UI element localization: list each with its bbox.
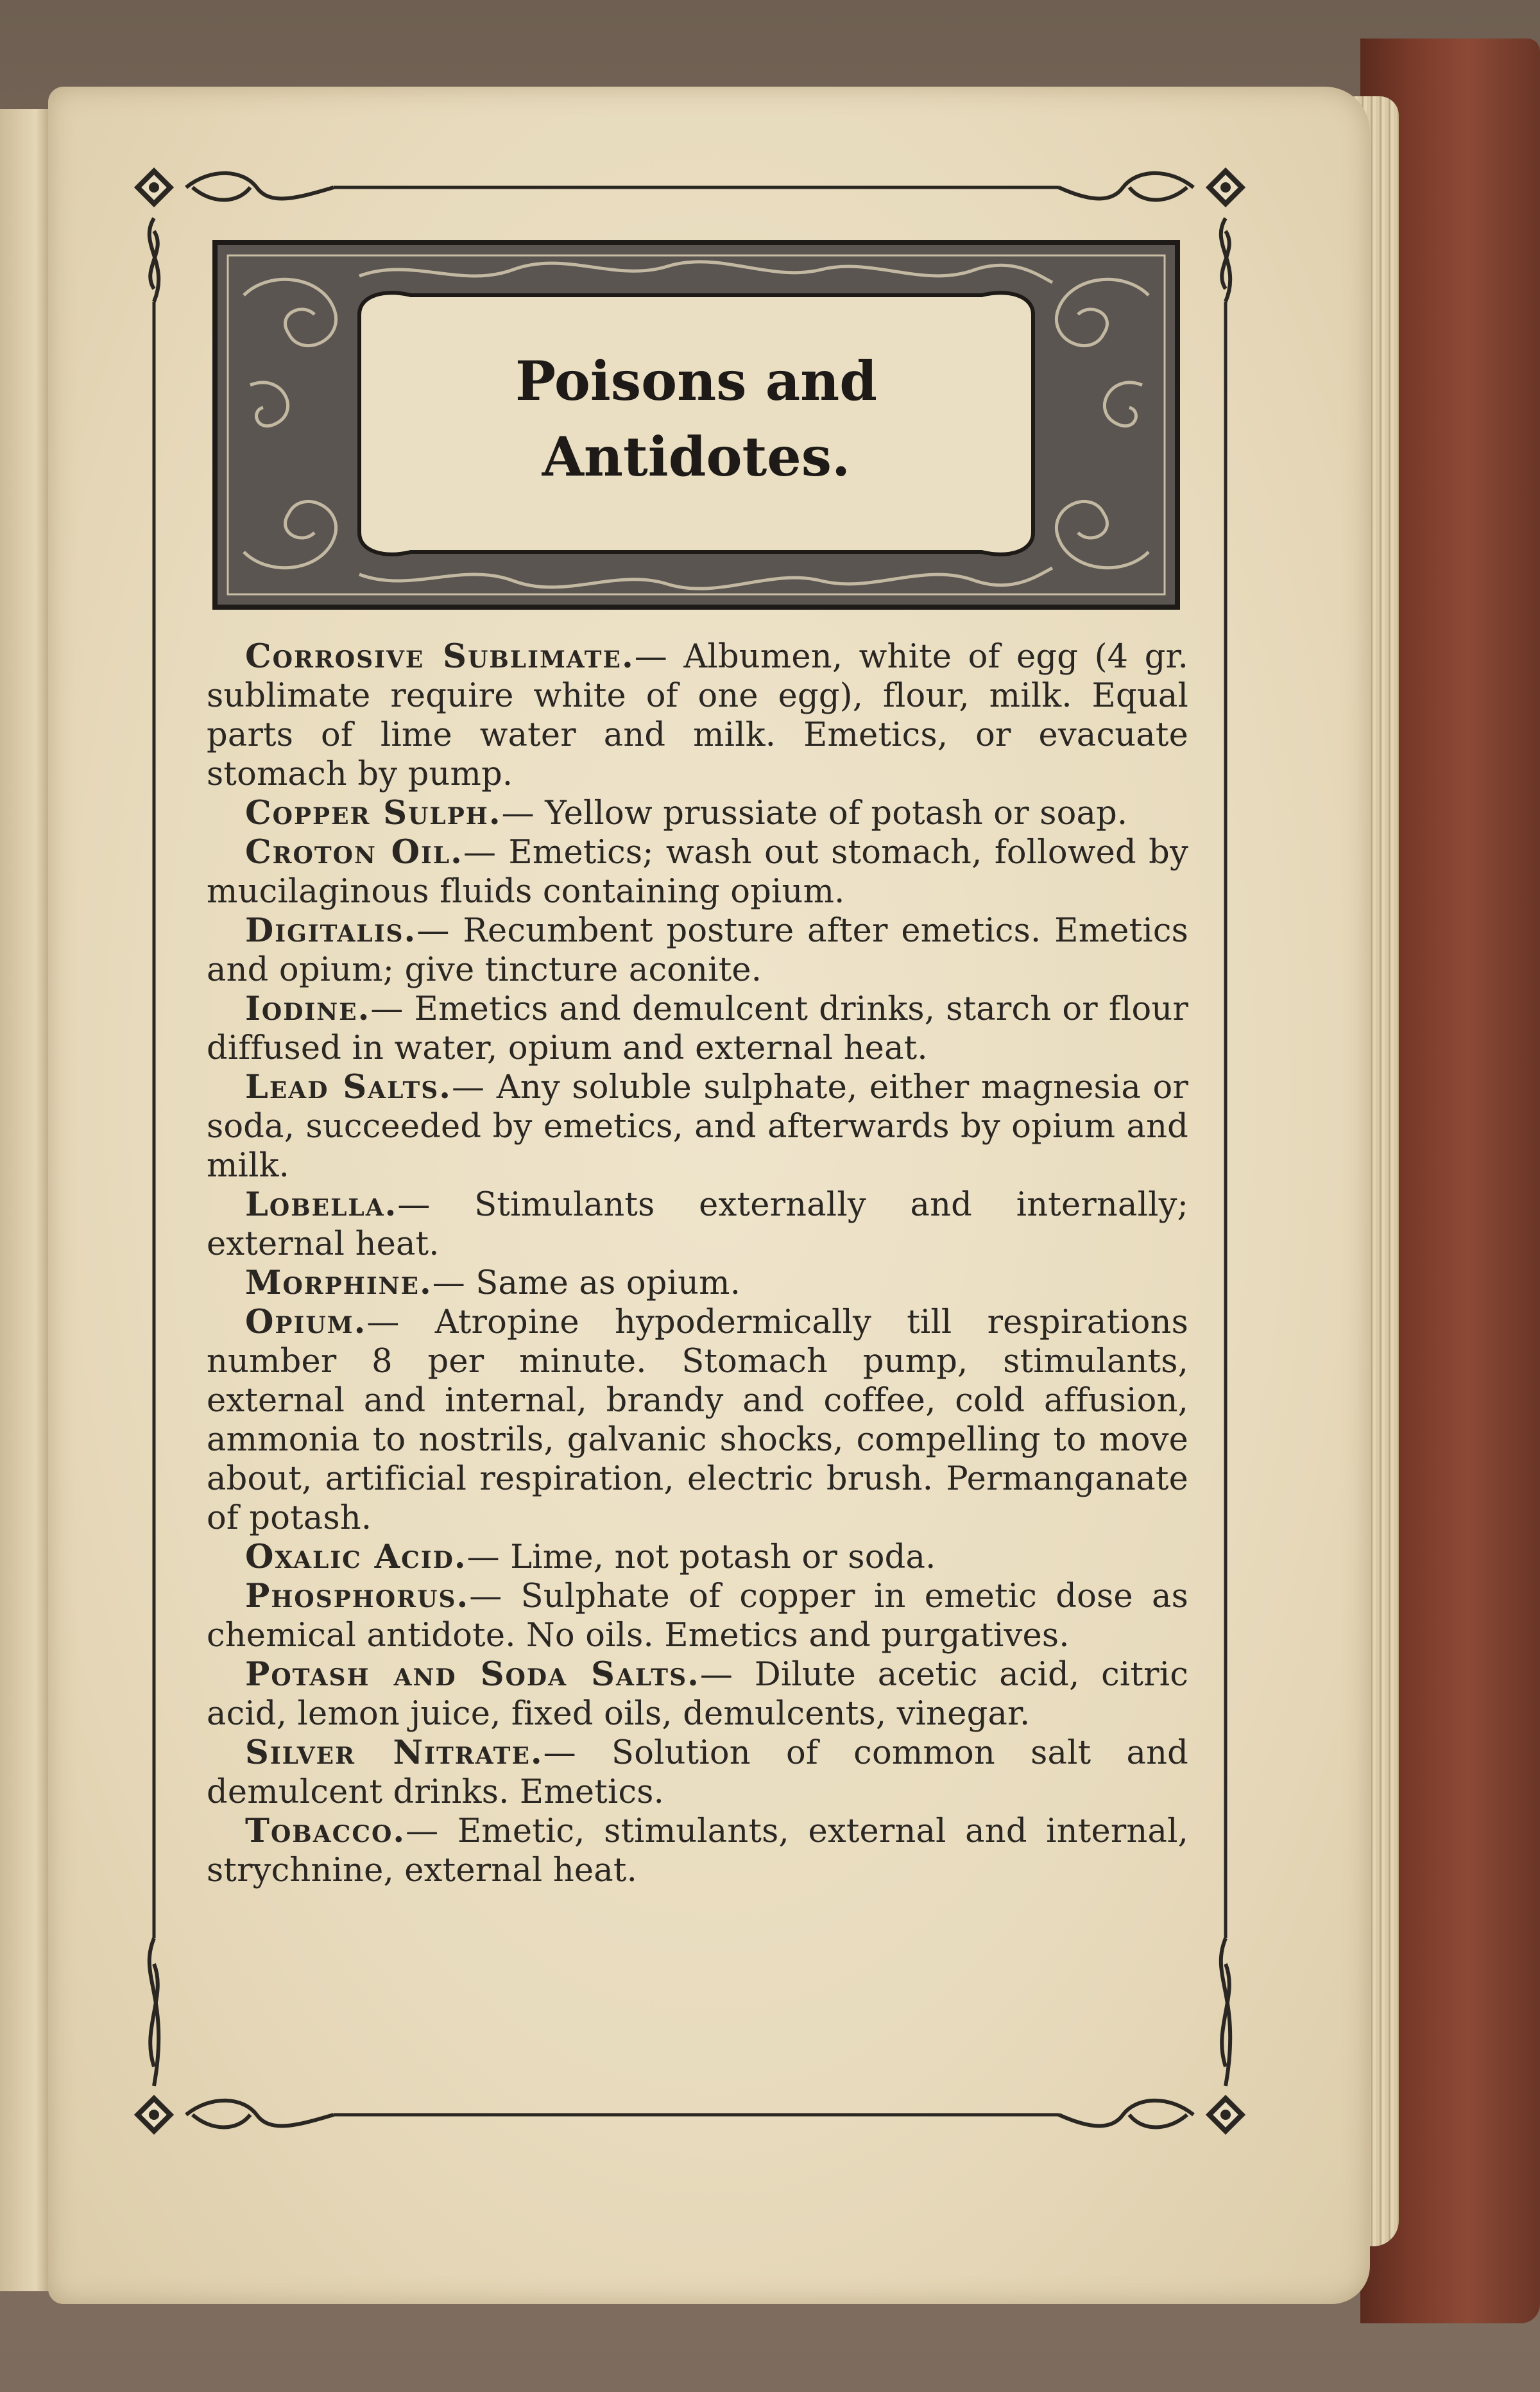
entry-term: Croton Oil. xyxy=(245,833,463,872)
entry-text: — Solution of common salt and demulcent drinks. Emetics. xyxy=(207,1734,1188,1811)
left-top-vertical-flourish xyxy=(150,218,158,302)
entry-term: Phosphorus. xyxy=(245,1577,470,1615)
top-left-flourish xyxy=(186,173,334,200)
list-item xyxy=(207,1655,1188,1734)
entry-term: Corrosive Sublimate. xyxy=(245,637,635,676)
entry-term: Lead Salts. xyxy=(245,1068,452,1106)
entry-text: — Yellow prussiate of potash or soap. xyxy=(501,795,1128,832)
entry-term: Lobella. xyxy=(245,1185,398,1224)
page-title xyxy=(372,343,1020,495)
entry-term: Tobacco. xyxy=(245,1812,406,1850)
corner-ornament-top-right xyxy=(1206,168,1245,207)
list-item xyxy=(207,1577,1188,1655)
right-top-vertical-flourish xyxy=(1221,218,1230,302)
entry-term: Potash and Soda Salts. xyxy=(245,1655,700,1694)
list-item xyxy=(207,1303,1188,1538)
list-item xyxy=(207,990,1188,1068)
entry-text: — Atropine hypodermically till respirations number 8 per minute. Stomach pump, stimulants, external and internal, brandy and coffee, cold affusion, ammonia to nostrils, galvanic shocks, compelling to move about, artificial respiration, electric brush. Permanganate of potash. xyxy=(207,1304,1188,1537)
bottom-right-flourish xyxy=(1059,2101,1194,2128)
antidote-list xyxy=(207,637,1188,1890)
list-item xyxy=(207,1264,1188,1303)
list-item xyxy=(207,1068,1188,1185)
entry-text: — Any soluble sulphate, either magnesia or soda, succeeded by emetics, and afterwards by opium and milk. xyxy=(207,1069,1188,1185)
entry-term: Copper Sulph. xyxy=(245,794,502,832)
list-item xyxy=(207,1538,1188,1577)
right-bottom-vertical-flourish xyxy=(1221,1938,1230,2086)
entry-text: — Emetic, stimulants, external and internal, strychnine, external heat. xyxy=(207,1812,1188,1889)
entry-text: — Sulphate of copper in emetic dose as chemical antidote. No oils. Emetics and purgatives. xyxy=(207,1578,1188,1655)
list-item xyxy=(207,1734,1188,1812)
entry-text: — Stimulants externally and internally; external heat. xyxy=(207,1186,1188,1263)
entry-text: — Albumen, white of egg (4 gr. sublimate require white of one egg), flour, milk. Equal parts of lime water and milk. Emetics, or evacuate stomach by pump. xyxy=(207,638,1188,793)
entry-term: Digitalis. xyxy=(245,911,417,950)
bottom-left-flourish xyxy=(186,2101,334,2128)
list-item xyxy=(207,833,1188,911)
title-line-1: Poisons and xyxy=(515,349,877,413)
list-item xyxy=(207,794,1188,833)
list-item xyxy=(207,637,1188,794)
entry-term: Oxalic Acid. xyxy=(245,1538,467,1576)
entry-text: — Recumbent posture after emetics. Emetics and opium; give tincture aconite. xyxy=(207,912,1188,989)
list-item xyxy=(207,1185,1188,1264)
entry-text: — Same as opium. xyxy=(432,1264,741,1302)
entry-text: — Emetics; wash out stomach, followed by mucilaginous fluids containing opium. xyxy=(207,834,1189,911)
corner-ornament-bottom-right xyxy=(1206,2095,1245,2135)
entry-term: Opium. xyxy=(245,1303,367,1341)
entry-term: Morphine. xyxy=(245,1264,432,1302)
entry-term: Iodine. xyxy=(245,990,371,1028)
list-item xyxy=(207,911,1188,990)
list-item xyxy=(207,1812,1188,1890)
top-right-flourish xyxy=(1059,173,1194,200)
entry-text: — Lime, not potash or soda. xyxy=(466,1538,936,1576)
corner-ornament-bottom-left xyxy=(134,2095,174,2135)
corner-ornament-top-left xyxy=(134,168,174,207)
title-line-2: Antidotes. xyxy=(542,425,851,488)
left-bottom-vertical-flourish xyxy=(150,1938,158,2086)
entry-text: — Dilute acetic acid, citric acid, lemon juice, fixed oils, demulcents, vinegar. xyxy=(207,1656,1188,1733)
entry-term: Silver Nitrate. xyxy=(245,1734,543,1772)
entry-text: — Emetics and demulcent drinks, starch or flour diffused in water, opium and external heat. xyxy=(207,990,1188,1067)
